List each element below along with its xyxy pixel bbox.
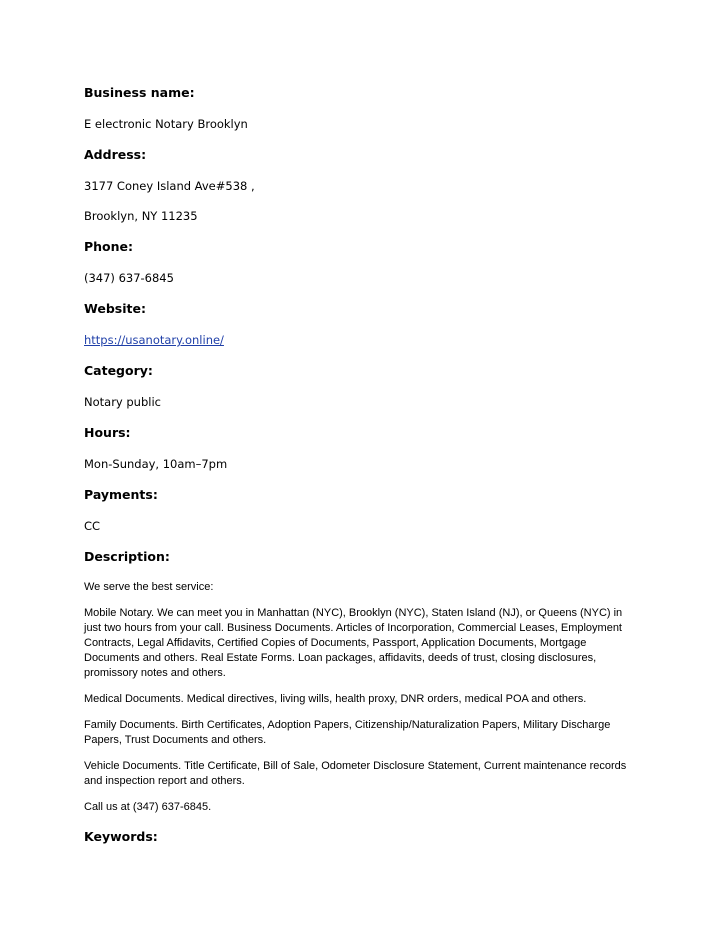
hours-label: Hours: <box>84 425 131 440</box>
description-paragraph: Call us at (347) 637-6845. <box>84 801 212 813</box>
keywords-label: Keywords: <box>84 829 158 844</box>
website-link[interactable]: https://usanotary.online/ <box>84 333 224 347</box>
phone-label: Phone: <box>84 239 134 254</box>
description-paragraph: Family Documents. Birth Certificates, Adoption Papers, Citizenship/Naturalization Papers, Military Discharge Papers, Trust Documents and others. <box>84 719 611 746</box>
website-label: Website: <box>84 301 146 316</box>
business-name-label: Business name: <box>84 85 195 100</box>
payments-label: Payments: <box>84 487 158 502</box>
category-label: Category: <box>84 363 153 378</box>
description-paragraph: Vehicle Documents. Title Certificate, Bill of Sale, Odometer Disclosure Statement, Current maintenance records and inspection report and others. <box>84 760 627 787</box>
description-label: Description: <box>84 549 170 564</box>
category-value: Notary public <box>84 395 161 409</box>
phone-value: (347) 637-6845 <box>84 271 174 285</box>
description-paragraph: Medical Documents. Medical directives, living wills, health proxy, DNR orders, medical POA and others. <box>84 693 587 705</box>
website-value <box>84 332 644 348</box>
document-content <box>84 84 644 846</box>
payments-value: CC <box>84 519 101 533</box>
description-paragraph: Mobile Notary. We can meet you in Manhattan (NYC), Brooklyn (NYC), Staten Island (NJ), or Queens (NYC) in just two hours from your call. Business Documents. Articles of Incorporation, Commercial Leases, Employment Contracts, Legal Affidavits, Certified Copies of Documents, Passport, Application Documents, Mortgage Documents and others. Real Estate Forms. Loan packages, affidavits, deeds of trust, closing disclosures, promissory notes and others. <box>84 607 623 679</box>
address-line-2: Brooklyn, NY 11235 <box>84 209 198 223</box>
business-name-value: E electronic Notary Brooklyn <box>84 117 248 131</box>
description-paragraph: We serve the best service: <box>84 581 214 593</box>
address-label: Address: <box>84 147 147 162</box>
hours-value: Mon-Sunday, 10am–7pm <box>84 457 228 471</box>
address-line-1: 3177 Coney Island Ave#538 , <box>84 179 255 193</box>
